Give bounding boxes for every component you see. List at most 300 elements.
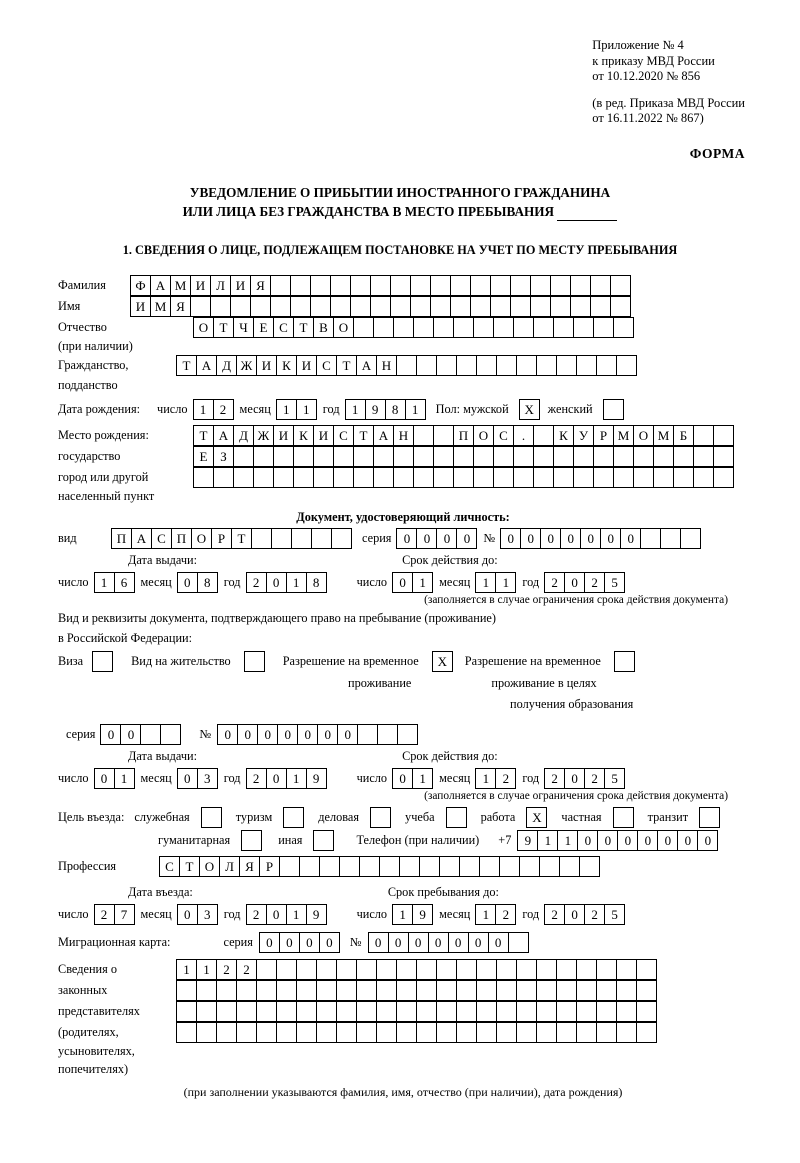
char-cell[interactable] xyxy=(316,980,337,1001)
char-cell[interactable]: А xyxy=(373,425,394,446)
char-cell[interactable] xyxy=(516,1022,537,1043)
char-cell[interactable]: 0 xyxy=(177,768,198,789)
char-cell[interactable]: 0 xyxy=(500,528,521,549)
char-cell[interactable]: 0 xyxy=(396,528,417,549)
char-cell[interactable] xyxy=(450,275,471,296)
char-cell[interactable]: 2 xyxy=(495,904,516,925)
char-cell[interactable]: 3 xyxy=(197,904,218,925)
char-cell[interactable]: 1 xyxy=(286,572,307,593)
char-cell[interactable]: 0 xyxy=(436,528,457,549)
char-cell[interactable] xyxy=(536,355,557,376)
char-cell[interactable]: 2 xyxy=(246,572,267,593)
char-cell[interactable]: 0 xyxy=(266,768,287,789)
char-cell[interactable] xyxy=(359,856,380,877)
char-cell[interactable] xyxy=(459,856,480,877)
purpose-option-checkbox[interactable] xyxy=(283,807,304,828)
char-cell[interactable] xyxy=(433,446,454,467)
char-cell[interactable] xyxy=(590,296,611,317)
char-cell[interactable] xyxy=(293,446,314,467)
char-cell[interactable] xyxy=(553,446,574,467)
char-cell[interactable] xyxy=(296,959,317,980)
char-cell[interactable] xyxy=(316,959,337,980)
char-cell[interactable]: 0 xyxy=(617,830,638,851)
char-cell[interactable] xyxy=(350,275,371,296)
char-cell[interactable] xyxy=(476,355,497,376)
char-cell[interactable]: 0 xyxy=(279,932,300,953)
char-cell[interactable] xyxy=(636,1001,657,1022)
char-cell[interactable] xyxy=(210,296,231,317)
char-cell[interactable] xyxy=(530,275,551,296)
representatives-input-3[interactable] xyxy=(176,1001,657,1022)
purpose-option-checkbox[interactable] xyxy=(201,807,222,828)
char-cell[interactable]: Я xyxy=(239,856,260,877)
char-cell[interactable] xyxy=(493,446,514,467)
char-cell[interactable] xyxy=(270,296,291,317)
char-cell[interactable] xyxy=(319,856,340,877)
char-cell[interactable] xyxy=(373,467,394,488)
char-cell[interactable] xyxy=(356,1022,377,1043)
char-cell[interactable]: 7 xyxy=(114,904,135,925)
char-cell[interactable]: Т xyxy=(293,317,314,338)
char-cell[interactable] xyxy=(673,467,694,488)
char-cell[interactable] xyxy=(513,446,534,467)
char-cell[interactable] xyxy=(713,467,734,488)
char-cell[interactable] xyxy=(299,856,320,877)
patronymic-input[interactable] xyxy=(193,317,634,338)
char-cell[interactable]: 9 xyxy=(412,904,433,925)
char-cell[interactable] xyxy=(508,932,529,953)
char-cell[interactable] xyxy=(550,296,571,317)
phone-input[interactable] xyxy=(517,830,718,851)
char-cell[interactable] xyxy=(613,446,634,467)
char-cell[interactable] xyxy=(373,317,394,338)
char-cell[interactable]: 0 xyxy=(697,830,718,851)
char-cell[interactable]: 9 xyxy=(306,904,327,925)
char-cell[interactable] xyxy=(339,856,360,877)
representatives-input-2[interactable] xyxy=(176,980,657,1001)
char-cell[interactable] xyxy=(616,959,637,980)
char-cell[interactable] xyxy=(550,275,571,296)
char-cell[interactable] xyxy=(293,467,314,488)
char-cell[interactable] xyxy=(473,467,494,488)
char-cell[interactable] xyxy=(693,467,714,488)
char-cell[interactable]: О xyxy=(193,317,214,338)
char-cell[interactable] xyxy=(353,467,374,488)
char-cell[interactable]: 8 xyxy=(385,399,406,420)
char-cell[interactable]: 1 xyxy=(114,768,135,789)
char-cell[interactable] xyxy=(536,1001,557,1022)
char-cell[interactable]: П xyxy=(171,528,192,549)
char-cell[interactable] xyxy=(636,959,657,980)
char-cell[interactable]: 0 xyxy=(177,904,198,925)
stay-issue-day-input[interactable] xyxy=(94,768,135,789)
char-cell[interactable]: Д xyxy=(233,425,254,446)
char-cell[interactable] xyxy=(271,528,292,549)
char-cell[interactable] xyxy=(193,467,214,488)
char-cell[interactable]: 0 xyxy=(408,932,429,953)
char-cell[interactable]: 0 xyxy=(580,528,601,549)
char-cell[interactable]: 0 xyxy=(416,528,437,549)
char-cell[interactable] xyxy=(470,296,491,317)
char-cell[interactable] xyxy=(256,959,277,980)
char-cell[interactable] xyxy=(456,980,477,1001)
char-cell[interactable]: 2 xyxy=(94,904,115,925)
birth-year-input[interactable] xyxy=(345,399,426,420)
char-cell[interactable]: 1 xyxy=(405,399,426,420)
char-cell[interactable] xyxy=(499,856,520,877)
char-cell[interactable]: М xyxy=(150,296,171,317)
char-cell[interactable] xyxy=(436,1022,457,1043)
stay-issue-month-input[interactable] xyxy=(177,768,218,789)
char-cell[interactable] xyxy=(331,528,352,549)
char-cell[interactable]: Л xyxy=(219,856,240,877)
char-cell[interactable]: 9 xyxy=(365,399,386,420)
char-cell[interactable] xyxy=(533,446,554,467)
visa-checkbox[interactable] xyxy=(92,651,113,672)
birthplace-city-input-2[interactable] xyxy=(193,467,734,488)
char-cell[interactable]: 0 xyxy=(266,572,287,593)
char-cell[interactable]: 1 xyxy=(286,904,307,925)
char-cell[interactable] xyxy=(516,959,537,980)
char-cell[interactable] xyxy=(419,856,440,877)
char-cell[interactable]: П xyxy=(453,425,474,446)
char-cell[interactable] xyxy=(493,317,514,338)
char-cell[interactable]: 8 xyxy=(197,572,218,593)
char-cell[interactable] xyxy=(496,1022,517,1043)
char-cell[interactable] xyxy=(290,275,311,296)
char-cell[interactable] xyxy=(556,980,577,1001)
char-cell[interactable]: 1 xyxy=(475,768,496,789)
migration-series-input[interactable] xyxy=(259,932,340,953)
char-cell[interactable]: 3 xyxy=(197,768,218,789)
char-cell[interactable] xyxy=(250,296,271,317)
char-cell[interactable] xyxy=(376,980,397,1001)
char-cell[interactable]: Т xyxy=(176,355,197,376)
char-cell[interactable]: 0 xyxy=(468,932,489,953)
char-cell[interactable]: С xyxy=(316,355,337,376)
char-cell[interactable] xyxy=(713,425,734,446)
char-cell[interactable] xyxy=(556,355,577,376)
char-cell[interactable] xyxy=(233,467,254,488)
char-cell[interactable]: 0 xyxy=(277,724,298,745)
char-cell[interactable] xyxy=(393,317,414,338)
char-cell[interactable] xyxy=(279,856,300,877)
char-cell[interactable]: 1 xyxy=(193,399,214,420)
char-cell[interactable]: Н xyxy=(376,355,397,376)
char-cell[interactable]: 0 xyxy=(317,724,338,745)
char-cell[interactable] xyxy=(176,980,197,1001)
char-cell[interactable] xyxy=(433,425,454,446)
char-cell[interactable] xyxy=(576,959,597,980)
char-cell[interactable] xyxy=(213,467,234,488)
char-cell[interactable] xyxy=(276,959,297,980)
char-cell[interactable] xyxy=(296,980,317,1001)
char-cell[interactable]: 6 xyxy=(114,572,135,593)
char-cell[interactable]: 2 xyxy=(495,768,516,789)
char-cell[interactable] xyxy=(236,1022,257,1043)
identity-number-input[interactable] xyxy=(500,528,701,549)
char-cell[interactable]: 0 xyxy=(237,724,258,745)
char-cell[interactable] xyxy=(396,1022,417,1043)
char-cell[interactable]: К xyxy=(293,425,314,446)
identity-issue-month-input[interactable] xyxy=(177,572,218,593)
edu-residence-checkbox[interactable] xyxy=(614,651,635,672)
char-cell[interactable] xyxy=(273,467,294,488)
char-cell[interactable]: 0 xyxy=(520,528,541,549)
char-cell[interactable] xyxy=(593,467,614,488)
identity-kind-input[interactable] xyxy=(111,528,352,549)
char-cell[interactable] xyxy=(613,317,634,338)
char-cell[interactable]: 0 xyxy=(620,528,641,549)
char-cell[interactable] xyxy=(236,1001,257,1022)
char-cell[interactable]: 0 xyxy=(392,572,413,593)
stay-until-day-input[interactable] xyxy=(392,904,433,925)
char-cell[interactable] xyxy=(476,1022,497,1043)
char-cell[interactable] xyxy=(276,1001,297,1022)
char-cell[interactable]: Я xyxy=(250,275,271,296)
char-cell[interactable] xyxy=(633,467,654,488)
char-cell[interactable] xyxy=(536,980,557,1001)
char-cell[interactable]: 0 xyxy=(488,932,509,953)
char-cell[interactable] xyxy=(396,355,417,376)
char-cell[interactable]: 1 xyxy=(176,959,197,980)
char-cell[interactable] xyxy=(510,296,531,317)
char-cell[interactable] xyxy=(416,959,437,980)
name-input[interactable] xyxy=(130,296,631,317)
char-cell[interactable]: О xyxy=(633,425,654,446)
char-cell[interactable] xyxy=(353,317,374,338)
char-cell[interactable] xyxy=(616,1001,637,1022)
char-cell[interactable]: О xyxy=(199,856,220,877)
representatives-input-4[interactable] xyxy=(176,1022,657,1043)
stay-valid-year-input[interactable] xyxy=(544,768,625,789)
identity-issue-year-input[interactable] xyxy=(246,572,327,593)
stay-until-year-input[interactable] xyxy=(544,904,625,925)
char-cell[interactable] xyxy=(376,1001,397,1022)
char-cell[interactable] xyxy=(233,446,254,467)
char-cell[interactable] xyxy=(436,980,457,1001)
char-cell[interactable] xyxy=(296,1022,317,1043)
char-cell[interactable]: 0 xyxy=(100,724,121,745)
char-cell[interactable]: А xyxy=(150,275,171,296)
char-cell[interactable] xyxy=(396,959,417,980)
representatives-input-1[interactable] xyxy=(176,959,657,980)
char-cell[interactable] xyxy=(410,275,431,296)
identity-valid-day-input[interactable] xyxy=(392,572,433,593)
char-cell[interactable] xyxy=(390,275,411,296)
char-cell[interactable] xyxy=(539,856,560,877)
char-cell[interactable] xyxy=(333,467,354,488)
char-cell[interactable]: 1 xyxy=(196,959,217,980)
char-cell[interactable]: А xyxy=(356,355,377,376)
char-cell[interactable] xyxy=(416,980,437,1001)
char-cell[interactable]: 0 xyxy=(259,932,280,953)
char-cell[interactable] xyxy=(413,425,434,446)
char-cell[interactable] xyxy=(196,1001,217,1022)
char-cell[interactable]: О xyxy=(191,528,212,549)
char-cell[interactable] xyxy=(553,467,574,488)
char-cell[interactable]: Е xyxy=(253,317,274,338)
char-cell[interactable] xyxy=(430,296,451,317)
char-cell[interactable]: П xyxy=(111,528,132,549)
char-cell[interactable] xyxy=(496,959,517,980)
char-cell[interactable]: Ф xyxy=(130,275,151,296)
char-cell[interactable] xyxy=(596,959,617,980)
char-cell[interactable]: Ж xyxy=(236,355,257,376)
char-cell[interactable] xyxy=(216,1022,237,1043)
char-cell[interactable]: А xyxy=(131,528,152,549)
char-cell[interactable]: 0 xyxy=(560,528,581,549)
char-cell[interactable]: 0 xyxy=(94,768,115,789)
char-cell[interactable]: М xyxy=(613,425,634,446)
char-cell[interactable] xyxy=(573,446,594,467)
char-cell[interactable] xyxy=(450,296,471,317)
char-cell[interactable] xyxy=(636,980,657,1001)
citizenship-input[interactable] xyxy=(176,355,637,376)
char-cell[interactable] xyxy=(530,296,551,317)
char-cell[interactable] xyxy=(376,959,397,980)
char-cell[interactable]: Ж xyxy=(253,425,274,446)
char-cell[interactable] xyxy=(433,467,454,488)
char-cell[interactable] xyxy=(713,446,734,467)
char-cell[interactable] xyxy=(397,724,418,745)
char-cell[interactable] xyxy=(693,425,714,446)
char-cell[interactable]: 0 xyxy=(428,932,449,953)
char-cell[interactable] xyxy=(273,446,294,467)
birth-month-input[interactable] xyxy=(276,399,317,420)
char-cell[interactable]: Т xyxy=(231,528,252,549)
purpose-option-checkbox[interactable] xyxy=(313,830,334,851)
char-cell[interactable] xyxy=(353,446,374,467)
char-cell[interactable] xyxy=(573,467,594,488)
char-cell[interactable] xyxy=(253,446,274,467)
char-cell[interactable] xyxy=(596,355,617,376)
char-cell[interactable]: И xyxy=(256,355,277,376)
char-cell[interactable] xyxy=(396,980,417,1001)
char-cell[interactable]: Т xyxy=(213,317,234,338)
char-cell[interactable]: 2 xyxy=(246,768,267,789)
char-cell[interactable]: Р xyxy=(211,528,232,549)
char-cell[interactable]: Т xyxy=(353,425,374,446)
char-cell[interactable] xyxy=(216,980,237,1001)
birthplace-state-input[interactable] xyxy=(193,425,734,446)
char-cell[interactable]: 5 xyxy=(604,904,625,925)
char-cell[interactable]: 2 xyxy=(544,904,565,925)
char-cell[interactable] xyxy=(596,1022,617,1043)
char-cell[interactable]: 2 xyxy=(544,768,565,789)
char-cell[interactable] xyxy=(176,1001,197,1022)
char-cell[interactable]: 1 xyxy=(412,572,433,593)
char-cell[interactable] xyxy=(673,446,694,467)
stay-valid-month-input[interactable] xyxy=(475,768,516,789)
char-cell[interactable] xyxy=(253,467,274,488)
char-cell[interactable]: Л xyxy=(210,275,231,296)
char-cell[interactable] xyxy=(190,296,211,317)
birth-day-input[interactable] xyxy=(193,399,234,420)
surname-input[interactable] xyxy=(130,275,631,296)
char-cell[interactable]: М xyxy=(170,275,191,296)
char-cell[interactable]: Р xyxy=(259,856,280,877)
char-cell[interactable] xyxy=(416,1022,437,1043)
char-cell[interactable] xyxy=(313,446,334,467)
char-cell[interactable]: 0 xyxy=(120,724,141,745)
char-cell[interactable] xyxy=(251,528,272,549)
char-cell[interactable]: С xyxy=(333,425,354,446)
char-cell[interactable] xyxy=(559,856,580,877)
char-cell[interactable] xyxy=(593,317,614,338)
char-cell[interactable]: 0 xyxy=(177,572,198,593)
stay-number-input[interactable] xyxy=(217,724,418,745)
char-cell[interactable]: 0 xyxy=(564,904,585,925)
char-cell[interactable]: Н xyxy=(393,425,414,446)
identity-series-input[interactable] xyxy=(396,528,477,549)
purpose-option-checkbox[interactable] xyxy=(699,807,720,828)
char-cell[interactable] xyxy=(516,355,537,376)
char-cell[interactable] xyxy=(413,446,434,467)
migration-number-input[interactable] xyxy=(368,932,529,953)
char-cell[interactable]: 1 xyxy=(296,399,317,420)
char-cell[interactable] xyxy=(693,446,714,467)
char-cell[interactable] xyxy=(490,296,511,317)
purpose-option-checkbox[interactable]: X xyxy=(526,807,547,828)
char-cell[interactable] xyxy=(160,724,181,745)
char-cell[interactable] xyxy=(553,317,574,338)
char-cell[interactable] xyxy=(256,980,277,1001)
char-cell[interactable]: 0 xyxy=(677,830,698,851)
char-cell[interactable] xyxy=(393,446,414,467)
char-cell[interactable] xyxy=(616,355,637,376)
char-cell[interactable] xyxy=(476,980,497,1001)
char-cell[interactable]: 0 xyxy=(456,528,477,549)
char-cell[interactable] xyxy=(519,856,540,877)
char-cell[interactable] xyxy=(276,1022,297,1043)
char-cell[interactable]: 9 xyxy=(306,768,327,789)
char-cell[interactable]: 2 xyxy=(213,399,234,420)
char-cell[interactable]: У xyxy=(573,425,594,446)
char-cell[interactable] xyxy=(270,275,291,296)
char-cell[interactable] xyxy=(350,296,371,317)
identity-valid-year-input[interactable] xyxy=(544,572,625,593)
char-cell[interactable]: 1 xyxy=(557,830,578,851)
char-cell[interactable]: С xyxy=(273,317,294,338)
char-cell[interactable] xyxy=(470,275,491,296)
char-cell[interactable] xyxy=(576,355,597,376)
char-cell[interactable] xyxy=(370,275,391,296)
char-cell[interactable] xyxy=(373,446,394,467)
char-cell[interactable] xyxy=(536,1022,557,1043)
residence-checkbox[interactable] xyxy=(244,651,265,672)
char-cell[interactable] xyxy=(570,275,591,296)
char-cell[interactable] xyxy=(610,275,631,296)
char-cell[interactable] xyxy=(290,296,311,317)
identity-valid-month-input[interactable] xyxy=(475,572,516,593)
char-cell[interactable] xyxy=(436,959,457,980)
char-cell[interactable]: Т xyxy=(179,856,200,877)
char-cell[interactable]: 8 xyxy=(306,572,327,593)
char-cell[interactable] xyxy=(476,1001,497,1022)
char-cell[interactable]: 0 xyxy=(657,830,678,851)
purpose-option-checkbox[interactable] xyxy=(613,807,634,828)
char-cell[interactable]: 0 xyxy=(637,830,658,851)
char-cell[interactable]: 0 xyxy=(319,932,340,953)
char-cell[interactable]: И xyxy=(230,275,251,296)
char-cell[interactable] xyxy=(316,1022,337,1043)
stay-valid-day-input[interactable] xyxy=(392,768,433,789)
char-cell[interactable] xyxy=(310,296,331,317)
char-cell[interactable]: К xyxy=(276,355,297,376)
char-cell[interactable]: И xyxy=(273,425,294,446)
char-cell[interactable] xyxy=(311,528,332,549)
